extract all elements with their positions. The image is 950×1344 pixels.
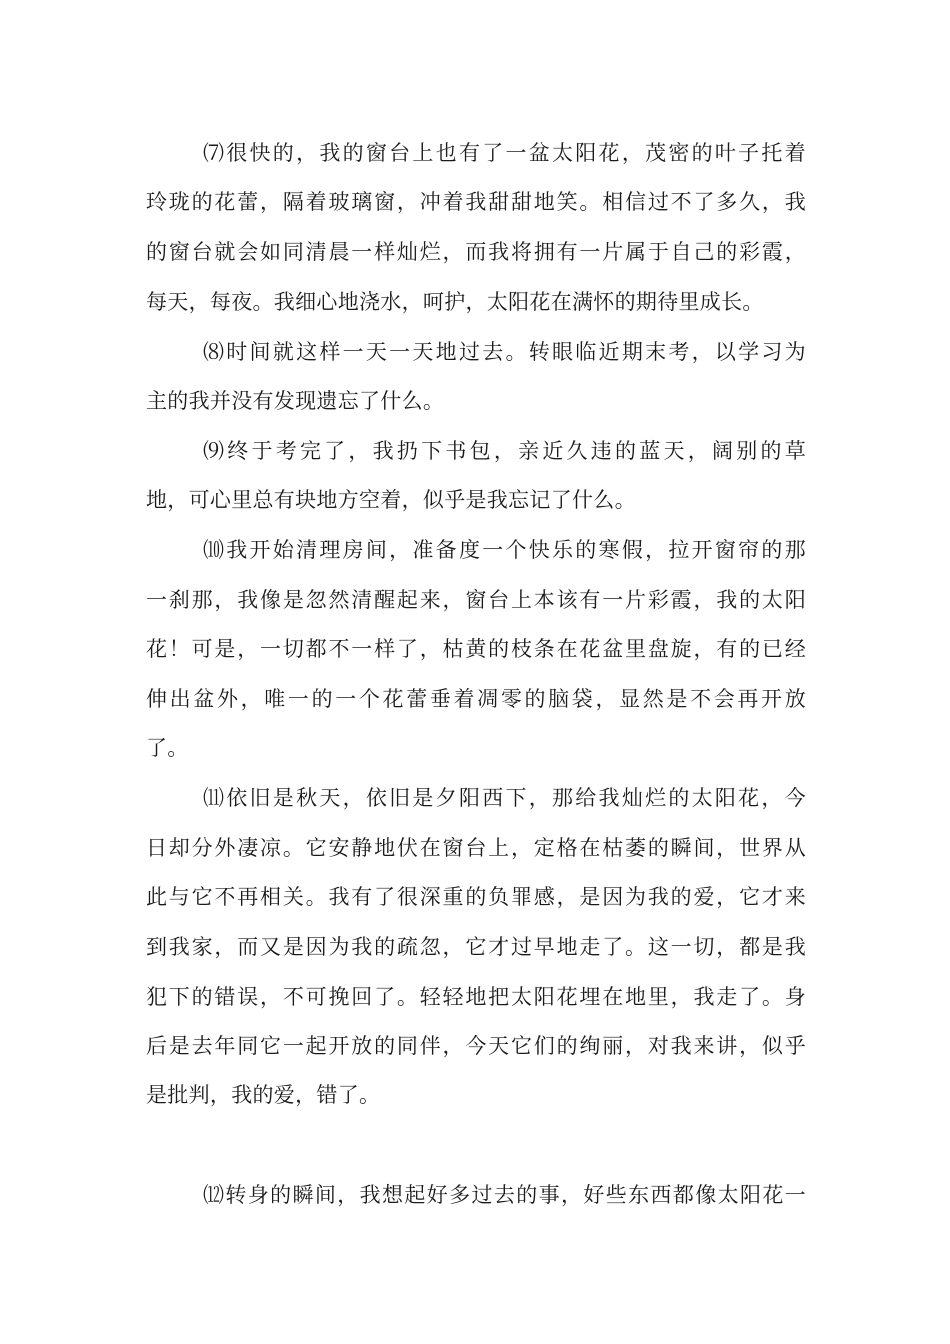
paragraph-line: ⑺很快的，我的窗台上也有了一盆太阳花，茂密的叶子托着 — [203, 141, 806, 165]
paragraph-line: 每天，每夜。我细心地浇水，呵护，太阳花在满怀的期待里成长。 — [146, 290, 764, 314]
paragraph-line: 日却分外凄凉。它安静地伏在窗台上，定格在枯萎的瞬间，世界从 — [146, 836, 806, 860]
paragraph-line: 后是去年同它一起开放的同伴，今天它们的绚丽，对我来讲，似乎 — [146, 1034, 806, 1058]
paragraph-line: ⑾依旧是秋天，依旧是夕阳西下，那给我灿烂的太阳花，今 — [203, 786, 806, 810]
paragraph-line: ⑽我开始清理房间，准备度一个快乐的寒假，拉开窗帘的那 — [203, 538, 806, 562]
paragraph-line: ⑻时间就这样一天一天地过去。转眼临近期末考，以学习为 — [203, 340, 806, 364]
paragraph-line: 玲珑的花蕾，隔着玻璃窗，冲着我甜甜地笑。相信过不了多久，我 — [146, 190, 806, 214]
paragraph-line: ⑼终于考完了，我扔下书包，亲近久违的蓝天，阔别的草 — [203, 439, 806, 463]
paragraph-line: 地，可心里总有块地方空着，似乎是我忘记了什么。 — [146, 488, 636, 512]
paragraph-line: 一刹那，我像是忽然清醒起来，窗台上本该有一片彩霞，我的太阳 — [146, 588, 806, 612]
paragraph-line: 伸出盆外，唯一的一个花蕾垂着凋零的脑袋，显然是不会再开放 — [146, 687, 806, 711]
paragraph-line: 主的我并没有发现遗忘了什么。 — [146, 389, 445, 413]
paragraph-line: 到我家，而又是因为我的疏忽，它才过早地走了。这一切，都是我 — [146, 935, 806, 959]
paragraph-line: 的窗台就会如同清晨一样灿烂，而我将拥有一片属于自己的彩霞， — [146, 240, 806, 264]
paragraph-line: 此与它不再相关。我有了很深重的负罪感，是因为我的爱，它才来 — [146, 885, 806, 909]
paragraph-line: 花！可是，一切都不一样了，枯黄的枝条在花盆里盘旋，有的已经 — [146, 637, 806, 661]
paragraph-line: 了。 — [146, 736, 189, 760]
paragraph-line: ⑿转身的瞬间，我想起好多过去的事，好些东西都像太阳花一 — [203, 1183, 806, 1207]
paragraph-line: 是批判，我的爱，错了。 — [146, 1083, 381, 1107]
paragraph-line: 犯下的错误，不可挽回了。轻轻地把太阳花埋在地里，我走了。身 — [146, 985, 806, 1009]
